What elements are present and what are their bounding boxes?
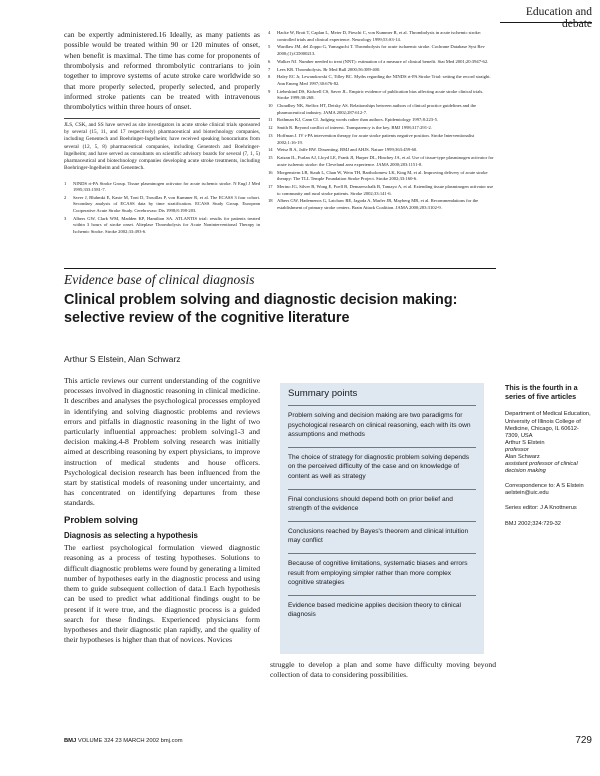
reference-item: 9 Liebeskind DS, Kidwell CS, Saver JL. Empiric evidence of publication bias affecting acute stroke clinical trials. Stroke 1999;30:268. — [268, 88, 484, 101]
reference-item: 11 Rothman KJ, Cann CI. Judging words rather than authors. Epidemiology 1997;8:223-5. — [268, 117, 439, 123]
article-abstract: This article reviews our current understanding of the cognitive processes involved in diagnostic reasoning in clinical medicine. It describes and analyses the psychological processes employed in identifying and solving diagnostic problems and reviews errors and pitfalls in diagnostic reasoning in the light of two particularly influential approaches: problem solving1-3 and decision making.4-8 Problem solving research was initially aimed at describing reasoning by expert physicians, to improve instruction of medical students and house officers. Psychological decision research has been influenced from the start by statistical models of reasoning under uncertainty, and has concentrated on identifying departures from these standards. — [64, 376, 260, 508]
author-name: Alan Schwarz — [505, 453, 540, 460]
reference-list-continued — [268, 30, 494, 211]
section-heading: Problem solving — [64, 514, 138, 526]
section-title: Education and debate — [525, 6, 592, 30]
header-rule — [500, 22, 592, 23]
previous-article-body: can be expertly administered.16 Ideally, as many patients as possible would be treated within 90 or 120 minutes of onset, when benefit is maximal. The time has come for proponents of thrombolysis and reformed thrombolytic contrarians to join together to improve systems of acute stroke care worldwide so that more properly selected, properly selected, and properly informed stroke patients can be treated with intravenous thrombolytics within three hours of onset. — [64, 30, 260, 112]
series-editor: Series editor: J A Knottnerus — [505, 505, 577, 512]
summary-title: Summary points — [288, 383, 476, 406]
reference-item: 10 Choudhry NK, Stelfox HT, Detsky AS. Relationships between authors of clinical practice guidelines and the pharmaceutical industry. JAMA 2002;287:612-7. — [268, 103, 477, 115]
journal-name: BMJ — [64, 738, 77, 744]
citation: BMJ 2002;324:729-32 — [505, 520, 561, 527]
summary-point: Evidence based medicine applies decision theory to clinical diagnosis — [288, 601, 462, 619]
summary-point: Problem solving and decision making are two paradigms for psychological research on clinical reasoning, each with its own assumptions and methods — [288, 406, 476, 448]
summary-points-box — [280, 383, 484, 654]
article-title: Clinical problem solving and diagnostic decision making: selective review of the cognitive literature — [64, 292, 458, 326]
reference-item: 1 NINDS rt-PA Stroke Group. Tissue plasminogen activator for acute ischemic stroke. N Engl J Med 1995;333:1581-7. — [64, 180, 260, 193]
summary-point: Final conclusions should depend both on prior belief and strength of the evidence — [288, 490, 476, 522]
correspondence: Correspondence to: A S Elstein aelstein@uic.edu — [505, 483, 584, 497]
reference-item: 5 Wardlaw JM, del Zoppo G, Yamaguchi T. Thrombolysis for acute ischaemic stroke. Cochrane Database Syst Rev 2000;(1):CD000213. — [268, 44, 485, 56]
article-body-column — [64, 376, 260, 646]
reference-item: 13 Hoffman J. IV t-PA intervention therapy for acute stroke patients negative position. Stroke Interventionalist 2002;1:16-19. — [268, 133, 475, 145]
reference-item: 2 Saver J, Bluhmki E, Kaste M, Toni D, Trouillas P, von Kummer R, et al. The ECASS 3 four cohort. Secondary analysis of ECASS data by time stratification. ECASS Study Group. European Cooperative Acute Stroke Study. Cerebrovasc Dis 1998;8:198-203. — [64, 194, 260, 214]
summary-point: Because of cognitive limitations, systematic biases and errors result from employing simpler rather than more complex cognitive strategies — [288, 554, 476, 596]
summary-point: Conclusions reached by Bayes's theorem and clinical intuition may conflict — [288, 522, 476, 554]
previous-article-end — [64, 30, 260, 237]
reference-column — [268, 30, 494, 213]
reference-list — [64, 181, 260, 236]
reference-item: 17 Merino JG, Silver B, Wong E, Foell B, Demaerschalk B, Tamayo A, et al. Extending tissue plasminogen activator use to community and rural stroke patients. Stroke 2002;33:141-6. — [268, 183, 494, 196]
sidebar-info — [505, 383, 591, 536]
article-authors: Arthur S Elstein, Alan Schwarz — [64, 354, 181, 364]
article-body: The earliest psychological formulation viewed diagnostic reasoning as a process of testing hypotheses. Solutions to difficult diagnostic problems were found by generating a limited number of hypotheses early in the diagnostic process and using them to guide subsequent collection of data.1 Each hypothesis can be used to predict what additional findings ought to be present if it were true, and the diagnostic process is a guided search for these findings. Experienced physicians form hypotheses and their diagnostic plan rapidly, and the quality of their hypotheses is higher than that of novices. Novices — [64, 543, 260, 645]
footer-journal-info — [64, 738, 183, 744]
article-body-continued: struggle to develop a plan and some have difficulty moving beyond collection of data to considering possibilities. — [270, 660, 496, 680]
title-rule — [64, 268, 496, 269]
series-note: This is the fourth in a series of five articles — [505, 383, 578, 402]
reference-item: 7 Lees KR. Thrombolysis. Br Med Bull 2000;56:389-400. — [268, 66, 381, 72]
author-name: Arthur S Elstein — [505, 439, 545, 446]
reference-item: 3 Albers GW, Clark WM, Madden KP, Hamilton SA. ATLANTIS trial: results for patients treated within 3 hours of stroke onset. Alteplase Thrombolysis for Acute Noninterventional Therapy in Ischemic Stroke. Stroke 2002;33:493-6. — [64, 215, 260, 235]
reference-item: 15 Katzan IL, Furlan AJ, Lloyd LE, Frank JI, Harper DL, Hinchey JA, et al. Use of tissue-type plasminogen activator for acute ischemic stroke: the Cleveland area experience. JAMA 2000;283:1151-8. — [268, 155, 494, 167]
summary-point: The choice of strategy for diagnostic problem solving depends on the perceived difficulty of the case and on knowledge of content as well as strategy — [288, 448, 476, 490]
reference-item: 16 Morgenstern LB, Staub L, Chan W, Wein TH, Bartholomew LK, King M, et al. Improving delivery of acute stroke therapy: The TLL Temple Foundation Stroke Project. Stroke 2002;33:160-6. — [268, 169, 488, 182]
page-number: 729 — [575, 735, 592, 746]
affiliation-department: Department of Medical Education, University of Illinois College of Medicine, Chicago, IL 60612-7309, USA — [505, 411, 591, 439]
reference-item: 18 Albers GW, Hademenos G, Latchaw RE, Jagoda A, Marler JR, Mayberg MR, et al. Recommendations for the establishment of primary stroke centers. Brain Attack Coalition. JAMA 2000;283:3102-9. — [268, 198, 479, 210]
article-kicker: Evidence base of clinical diagnosis — [64, 272, 255, 287]
competing-interests: JLS, CSK, and SS have served as site investigators in acute stroke clinical trials sponsored by several (15, 11, and 17 respectively) pharmaceutical and biotechnology companies, including Genentech and Boehringer-Ingelheim; have received speaking honorariums from several (12, 5, 8) pharmaceutical companies, including Genentech and Boehringer-Ingelheim; and have served as consultants on scientific advisory boards for several (7, 1, 5) pharmaceutical and biotechnology companies developing acute stroke treatments, including Boehringer-Ingelheim and Genentech. — [64, 118, 260, 173]
reference-item: 8 Haley EC Jr, Lewandowski C, Tilley BC. Myths regarding the NINDS rt-PA Stroke Trial: setting the record straight. Ann Emerg Med 1997;30:676-82. — [268, 74, 491, 86]
reference-item: 14 Weisz B A, Jaffe BW. Dissenting. BMJ and AHJS. Nature 1999;363:459-60. — [268, 147, 418, 153]
affiliation — [505, 411, 591, 475]
reference-item: 4 Hacke W, Brott T, Caplan L, Meier D, Fieschi C, von Kummer R, et al. Thrombolysis in acute ischemic stroke: controlled trials and clinical experience. Neurology 1999;53:S3-14. — [268, 30, 482, 42]
reference-item: 12 Smith R. Beyond conflict of interest. Transparency is the key. BMJ 1998;317:291-2. — [268, 125, 432, 131]
author-role: assistant professor of clinical decision making — [505, 461, 578, 475]
subsection-heading: Diagnosis as selecting a hypothesis — [64, 530, 198, 540]
author-role: professor — [505, 446, 529, 453]
issue-info: VOLUME 324 23 MARCH 2002 bmj.com — [77, 738, 183, 744]
reference-item: 6 Walker NJ. Number needed to treat (NNT): estimation of a measure of clinical benefit. Stat Med 2001;20:3947-62. — [268, 58, 489, 64]
